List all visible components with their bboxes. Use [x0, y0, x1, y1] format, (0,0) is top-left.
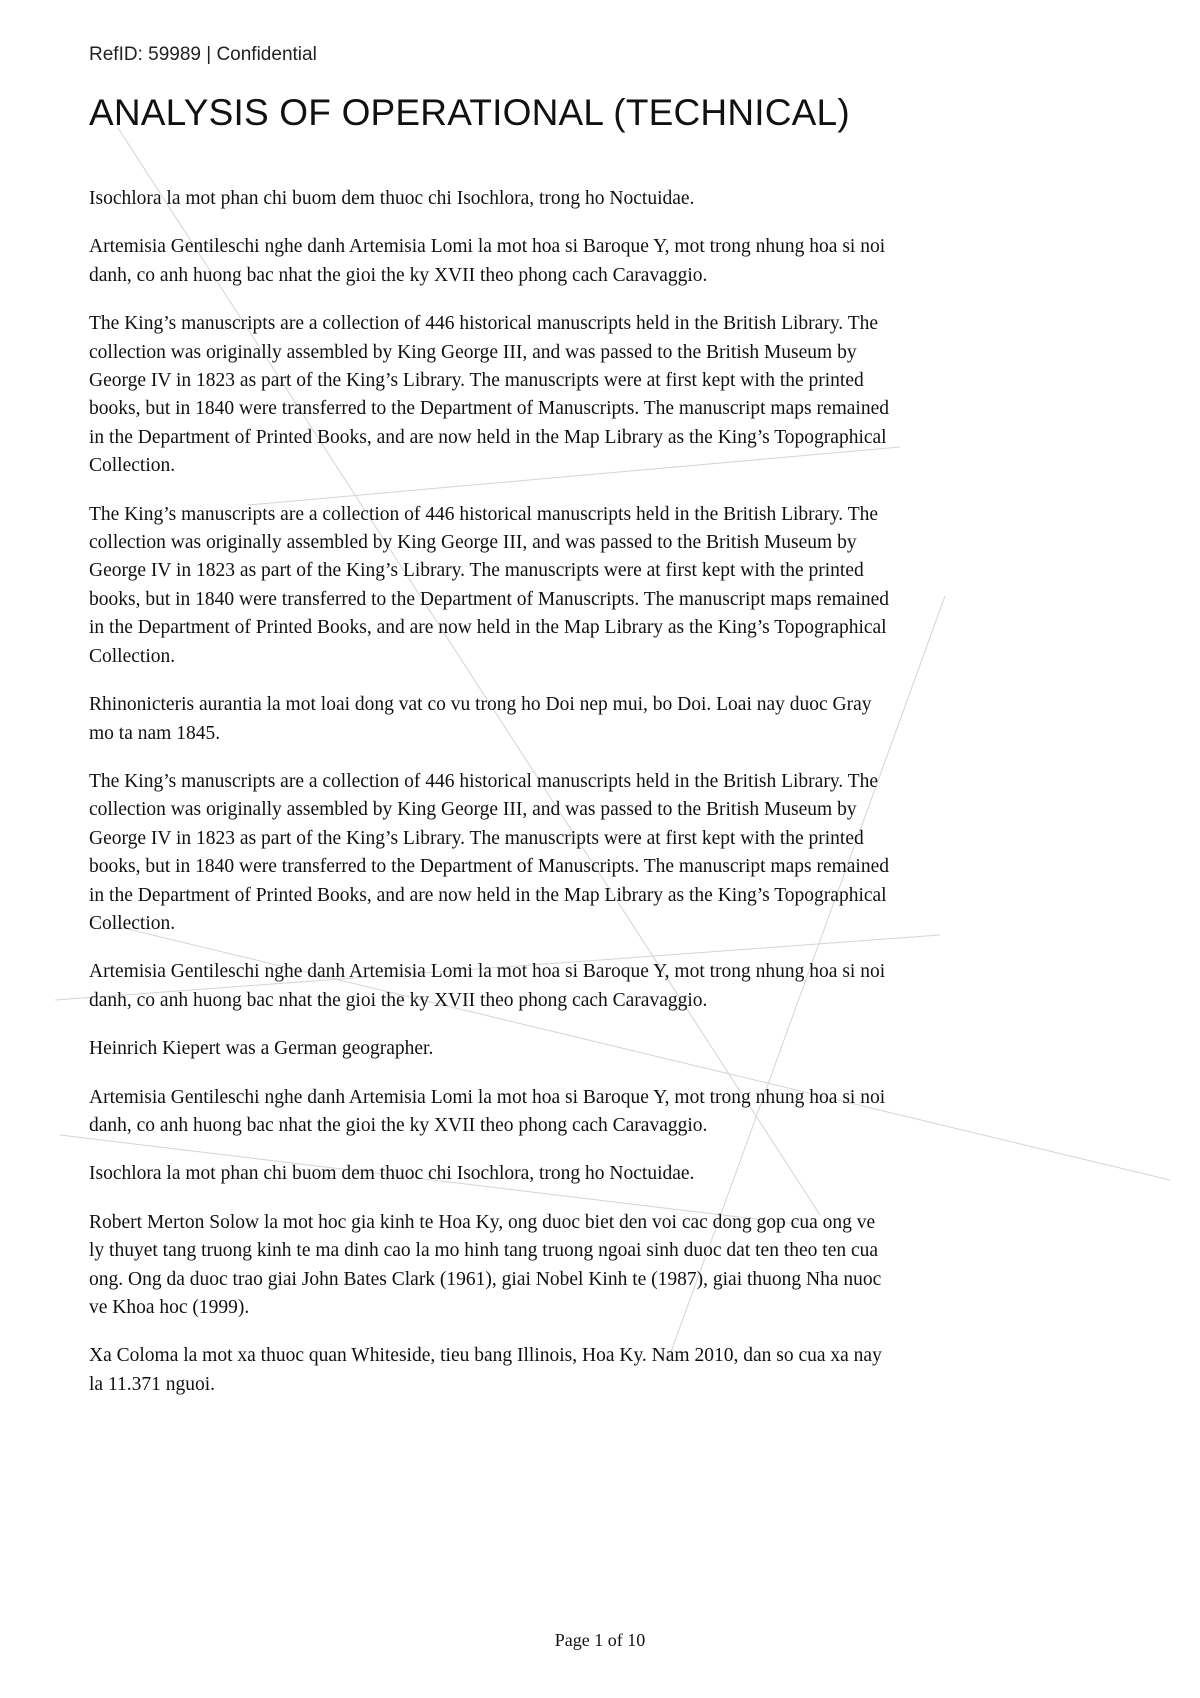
- body-paragraph: Rhinonicteris aurantia la mot loai dong vat co vu trong ho Doi nep mui, bo Doi. Loai nay duoc Gray mo ta nam 1845.: [89, 694, 872, 744]
- body-paragraph: The King’s manuscripts are a collection of 446 historical manuscripts held in the British Library. The collection was originally assembled by King George III, and was passed to the British Museum by George IV in 1823 as part of the King’s Library. The manuscripts were at first kept with the printed books, but in 1840 were transferred to the Department of Manuscripts. The manuscript maps remained in the Department of Printed Books, and are now held in the Map Library as the King’s Topographical Collection.: [89, 313, 890, 477]
- body-paragraph: Isochlora la mot phan chi buom dem thuoc chi Isochlora, trong ho Noctuidae.: [89, 1163, 695, 1185]
- body-paragraph: Robert Merton Solow la mot hoc gia kinh te Hoa Ky, ong duoc biet den voi cac dong gop cua ong ve ly thuyet tang truong kinh te ma dinh cao la mo hinh tang truong ngoai sinh duoc dat ten theo ten cua ong. Ong da duoc trao giai John Bates Clark (1961), giai Nobel Kinh te (1987), giai thuong Nha nuoc ve Khoa hoc (1999).: [89, 1211, 882, 1318]
- body-paragraph: Artemisia Gentileschi nghe danh Artemisia Lomi la mot hoa si Baroque Y, mot trong nhung hoa si noi danh, co anh huong bac nhat the gioi the ky XVII theo phong cach Caravaggio.: [89, 236, 886, 286]
- body-paragraph: Artemisia Gentileschi nghe danh Artemisia Lomi la mot hoa si Baroque Y, mot trong nhung hoa si noi danh, co anh huong bac nhat the gioi the ky XVII theo phong cach Caravaggio.: [89, 1086, 886, 1136]
- document-title: ANALYSIS OF OPERATIONAL (TECHNICAL): [89, 92, 850, 133]
- body-paragraph: Isochlora la mot phan chi buom dem thuoc chi Isochlora, trong ho Noctuidae.: [89, 188, 695, 209]
- body-paragraph: Xa Coloma la mot xa thuoc quan Whiteside, tieu bang Illinois, Hoa Ky. Nam 2010, dan so cua xa nay la 11.371 nguoi.: [89, 1345, 882, 1395]
- page-number-footer: Page 1 of 10: [554, 1630, 646, 1650]
- body-paragraph: The King’s manuscripts are a collection of 446 historical manuscripts held in the British Library. The collection was originally assembled by King George III, and was passed to the British Museum by George IV in 1823 as part of the King’s Library. The manuscripts were at first kept with the printed books, but in 1840 were transferred to the Department of Manuscripts. The manuscript maps remained in the Department of Printed Books, and are now held in the Map Library as the King’s Topographical Collection.: [89, 503, 890, 667]
- reference-id-header: RefID: 59989 | Confidential: [89, 44, 317, 65]
- body-paragraph: Artemisia Gentileschi nghe danh Artemisia Lomi la mot hoa si Baroque Y, mot trong nhung hoa si noi danh, co anh huong bac nhat the gioi the ky XVII theo phong cach Caravaggio.: [89, 961, 886, 1011]
- body-paragraph: Heinrich Kiepert was a German geographer.: [89, 1038, 434, 1060]
- body-paragraph: The King’s manuscripts are a collection of 446 historical manuscripts held in the British Library. The collection was originally assembled by King George III, and was passed to the British Museum by George IV in 1823 as part of the King’s Library. The manuscripts were at first kept with the printed books, but in 1840 were transferred to the Department of Manuscripts. The manuscript maps remained in the Department of Printed Books, and are now held in the Map Library as the King’s Topographical Collection.: [89, 770, 890, 934]
- document-body: [89, 185, 889, 1419]
